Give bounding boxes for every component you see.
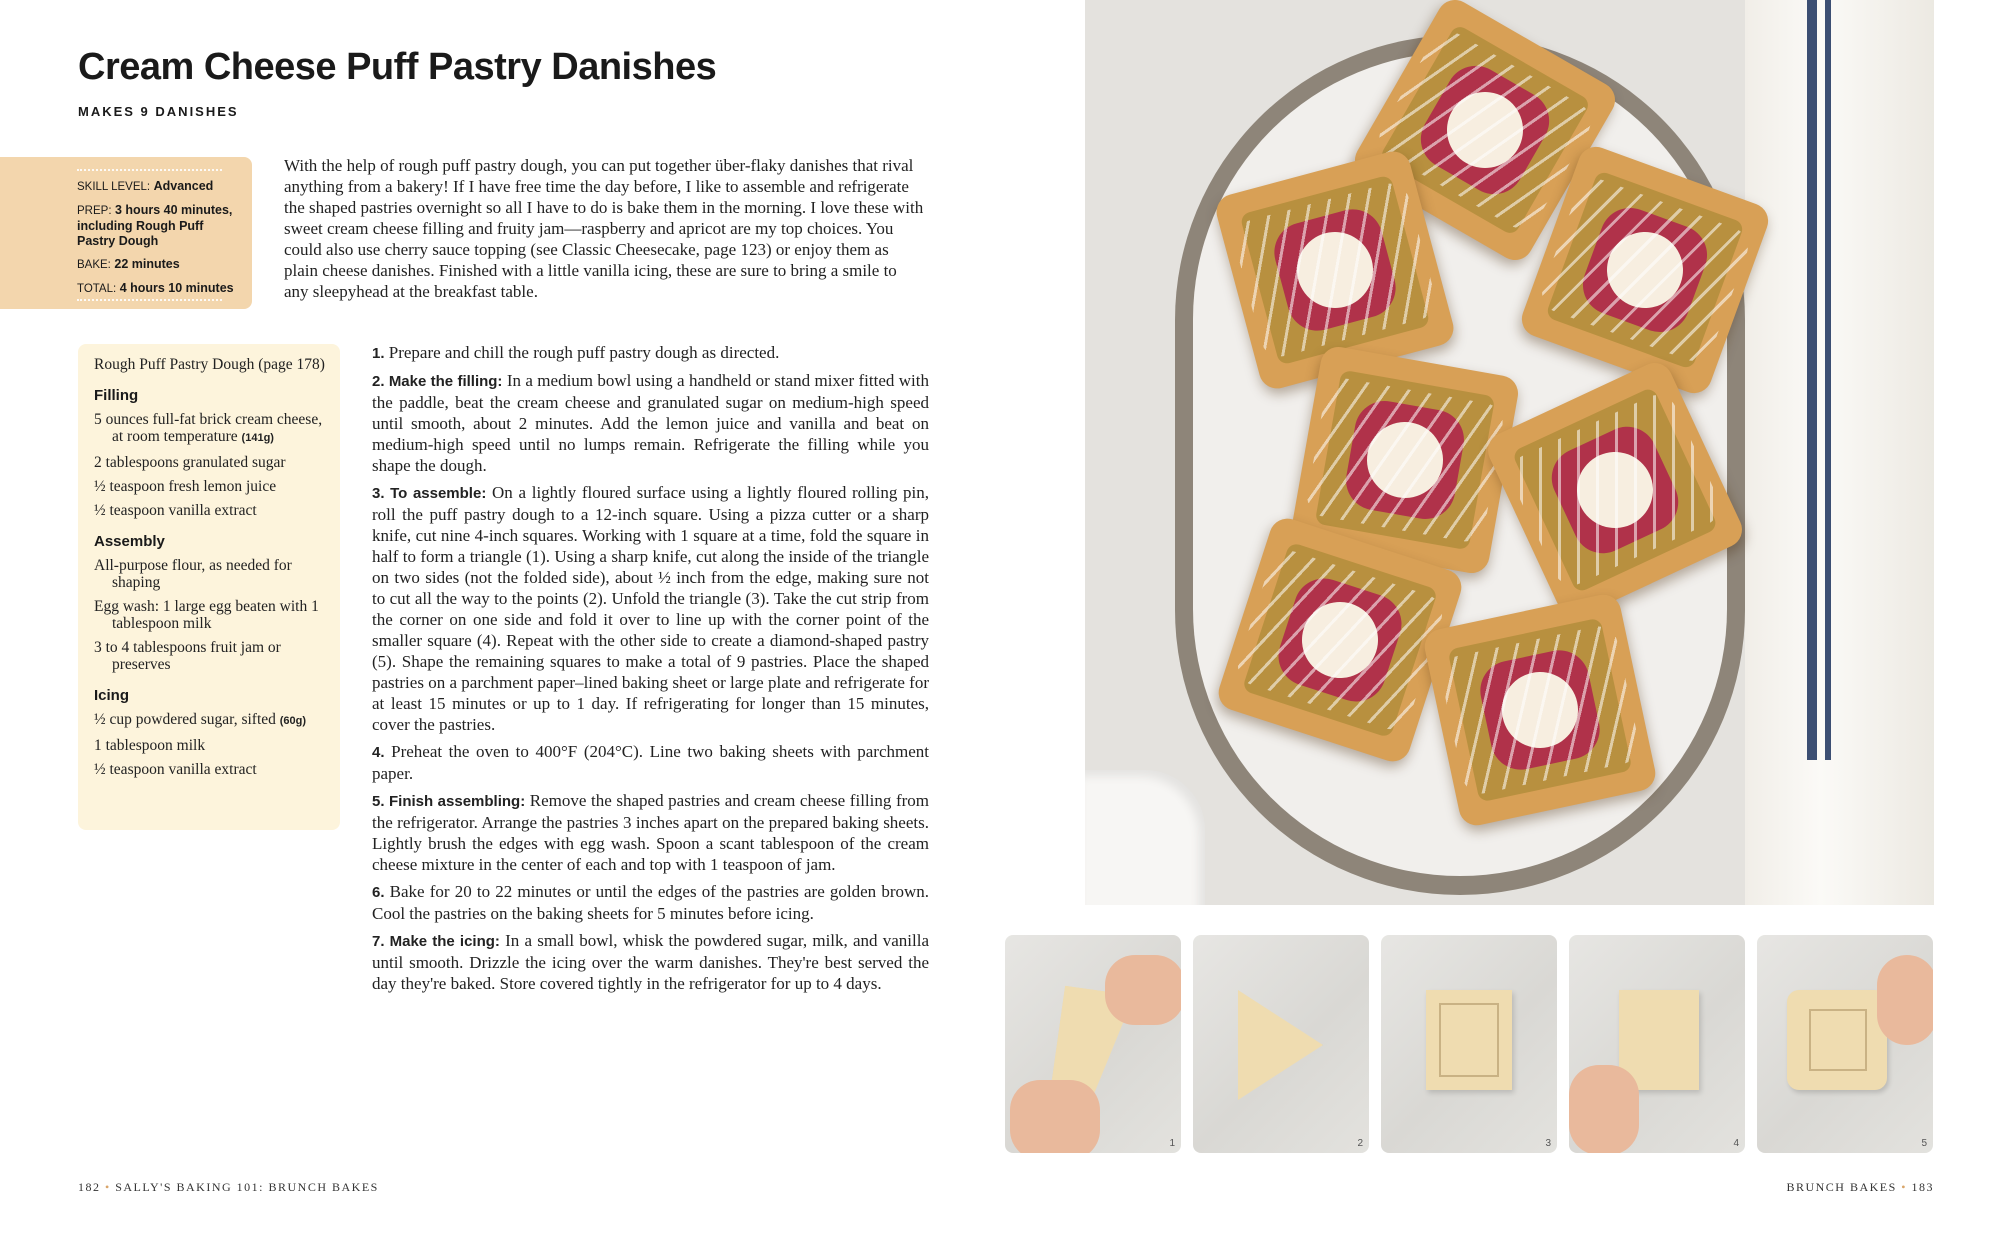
recipe-title: Cream Cheese Puff Pastry Danishes bbox=[78, 46, 717, 88]
step-text: Bake for 20 to 22 minutes or until the edges of the pastries are golden brown. Cool the pastries on the baking sheets for 5 minutes before icing. bbox=[372, 882, 930, 923]
step-photo-3 bbox=[1381, 935, 1557, 1153]
step-5 bbox=[372, 790, 929, 875]
dough-triangle bbox=[1238, 990, 1323, 1100]
ingredient-item: 3 to 4 tablespoons fruit jam or preserves bbox=[94, 639, 281, 673]
step-text: On a lightly floured surface using a lightly floured rolling pin, roll the puff pastry dough to a 12-inch square. Using a pizza cutter or a sharp knife, cut nine 4-inch squares. Working with 1 square at a time, fold the square in half to form a triangle (1). Using a sharp knife, cut along the inside of the triangle on two sides (not the folded side), about ½ inch from the edge, making sure not to cut all the way to the points (2). Unfold the triangle (3). Take the cut strip from the corner on one side and fold it over to line up with the corner point of the smaller square (4). Repeat with the other side to create a diamond-shaped pastry (5). Shape the remaining squares to make a total of 9 pastries. Place the shaped pastries on a parchment paper–lined baking sheet or large plate and refrigerate for at least 15 minutes or up to 1 day. If refrigerating for longer than 15 minutes, cover the pastries. bbox=[372, 483, 930, 734]
ingredient-heading-assembly: Assembly bbox=[94, 533, 165, 550]
total-time bbox=[77, 281, 240, 297]
towel-stripe bbox=[1825, 0, 1831, 760]
ingredient-text: ½ cup powdered sugar, sifted bbox=[94, 711, 276, 728]
hand bbox=[1010, 1080, 1100, 1153]
bake-time bbox=[77, 257, 240, 273]
bake-label: BAKE: bbox=[77, 259, 111, 271]
dotted-divider bbox=[77, 299, 222, 301]
step-label: 3. To assemble: bbox=[372, 485, 487, 502]
ramekin bbox=[1085, 770, 1205, 905]
kitchen-towel bbox=[1745, 0, 1934, 905]
step-text: In a medium bowl using a handheld or stand mixer fitted with the paddle, beat the cream cheese and granulated sugar on medium-high speed until smooth, about 2 minutes. Add the lemon juice and vanilla and beat on medium-high speed until no lumps remain. Refrigerate the filling while you shape the dough. bbox=[372, 371, 929, 475]
step-photo-2 bbox=[1193, 935, 1369, 1153]
ingredient-metric: (60g) bbox=[279, 715, 307, 727]
step-photo-number: 2 bbox=[1357, 1138, 1363, 1149]
step-text: Prepare and chill the rough puff pastry dough as directed. bbox=[388, 343, 780, 362]
step-label: 2. Make the filling: bbox=[372, 373, 503, 390]
ingredient-text: 5 ounces full-fat brick cream cheese, at room temperature bbox=[94, 411, 323, 445]
ingredient-heading-icing: Icing bbox=[94, 687, 130, 704]
step-2 bbox=[372, 370, 929, 476]
step-label: 4. bbox=[372, 744, 385, 761]
step-3 bbox=[372, 482, 929, 735]
step-label: 7. Make the icing: bbox=[372, 933, 500, 950]
ingredient-item bbox=[94, 411, 328, 447]
ingredient-metric: (141g) bbox=[241, 432, 274, 444]
page-number: 182 bbox=[78, 1180, 101, 1194]
hand bbox=[1105, 955, 1181, 1025]
step-6 bbox=[372, 881, 929, 924]
ingredient-item: 1 tablespoon milk bbox=[94, 737, 206, 754]
skill-level-value: Advanced bbox=[153, 179, 214, 193]
step-photo-number: 1 bbox=[1169, 1138, 1175, 1149]
recipe-yield: MAKES 9 DANISHES bbox=[78, 104, 239, 119]
prep-label: PREP: bbox=[77, 205, 112, 217]
ingredient-heading-filling: Filling bbox=[94, 387, 139, 404]
ingredient-dough: Rough Puff Pastry Dough (page 178) bbox=[94, 356, 325, 373]
ingredient-item bbox=[94, 711, 328, 730]
ingredient-item: Egg wash: 1 large egg beaten with 1 tablespoon milk bbox=[94, 598, 319, 632]
total-label: TOTAL: bbox=[77, 283, 117, 295]
step-1 bbox=[372, 342, 929, 364]
step-label: 5. Finish assembling: bbox=[372, 793, 526, 810]
step-photo-number: 5 bbox=[1921, 1138, 1927, 1149]
ingredient-item: ½ teaspoon fresh lemon juice bbox=[94, 478, 277, 495]
step-7 bbox=[372, 930, 929, 994]
towel-stripe bbox=[1807, 0, 1817, 760]
prep-value: 3 hours 40 minutes, including Rough Puff Pastry Dough bbox=[77, 203, 233, 248]
step-photo-4 bbox=[1569, 935, 1745, 1153]
hand bbox=[1569, 1065, 1639, 1153]
step-photo-5 bbox=[1757, 935, 1933, 1153]
hand bbox=[1877, 955, 1933, 1045]
recipe-info-box bbox=[0, 157, 252, 309]
ingredients-box bbox=[78, 344, 340, 830]
prep-time bbox=[77, 203, 240, 249]
total-value: 4 hours 10 minutes bbox=[119, 281, 234, 295]
running-title: SALLY'S BAKING 101: BRUNCH BAKES bbox=[115, 1180, 379, 1194]
cut-outline bbox=[1809, 1009, 1867, 1071]
cut-outline bbox=[1439, 1003, 1499, 1077]
footer-separator: • bbox=[1901, 1180, 1907, 1194]
step-photo-number: 3 bbox=[1545, 1138, 1551, 1149]
step-photo-number: 4 bbox=[1733, 1138, 1739, 1149]
step-text: Remove the shaped pastries and cream cheese filling from the refrigerator. Arrange the pastries 3 inches apart on the prepared baking sheets. Lightly brush the edges with egg wash. Spoon a scant tablespoon of the cream cheese mixture in the center of each and top with 1 teaspoon of jam. bbox=[372, 791, 929, 874]
bake-value: 22 minutes bbox=[114, 257, 180, 271]
step-photo-1 bbox=[1005, 935, 1181, 1153]
ingredient-item: ½ teaspoon vanilla extract bbox=[94, 502, 257, 519]
step-text: In a small bowl, whisk the powdered sugar, milk, and vanilla until smooth. Drizzle the icing over the warm danishes. They're best served the day they're baked. Store covered tightly in the refrigerator for up to 4 days. bbox=[372, 931, 929, 993]
running-title: BRUNCH BAKES bbox=[1786, 1180, 1897, 1194]
ingredient-item: All-purpose flour, as needed for shaping bbox=[94, 557, 292, 591]
step-label: 6. bbox=[372, 884, 385, 901]
step-4 bbox=[372, 741, 929, 784]
footer-right bbox=[1786, 1180, 1934, 1195]
skill-level-label: SKILL LEVEL: bbox=[77, 181, 151, 193]
hero-photo bbox=[1085, 0, 1934, 905]
instructions bbox=[372, 342, 929, 1000]
skill-level bbox=[77, 179, 240, 195]
dotted-divider bbox=[77, 169, 222, 171]
danish-pastry bbox=[1421, 591, 1658, 828]
recipe-intro: With the help of rough puff pastry dough, you can put together über-flaky danishes that rival anything from a bakery! If I have free time the day before, I like to assemble and refrigerate the shaped pastries overnight so all I have to do is bake them in the morning. I love these with sweet cream cheese filling and fruity jam—raspberry and apricot are my top choices. You could also use cherry sauce topping (see Classic Cheesecake, page 123) or enjoy them as plain cheese danishes. Finished with a little vanilla icing, these are sure to bring a smile to any sleepyhead at the breakfast table. bbox=[284, 156, 924, 301]
footer-separator: • bbox=[105, 1180, 111, 1194]
page-number: 183 bbox=[1911, 1180, 1934, 1194]
ingredient-item: 2 tablespoons granulated sugar bbox=[94, 454, 286, 471]
footer-left bbox=[78, 1180, 379, 1195]
ingredient-item: ½ teaspoon vanilla extract bbox=[94, 761, 257, 778]
step-text: Preheat the oven to 400°F (204°C). Line two baking sheets with parchment paper. bbox=[372, 742, 929, 783]
step-label: 1. bbox=[372, 345, 385, 362]
